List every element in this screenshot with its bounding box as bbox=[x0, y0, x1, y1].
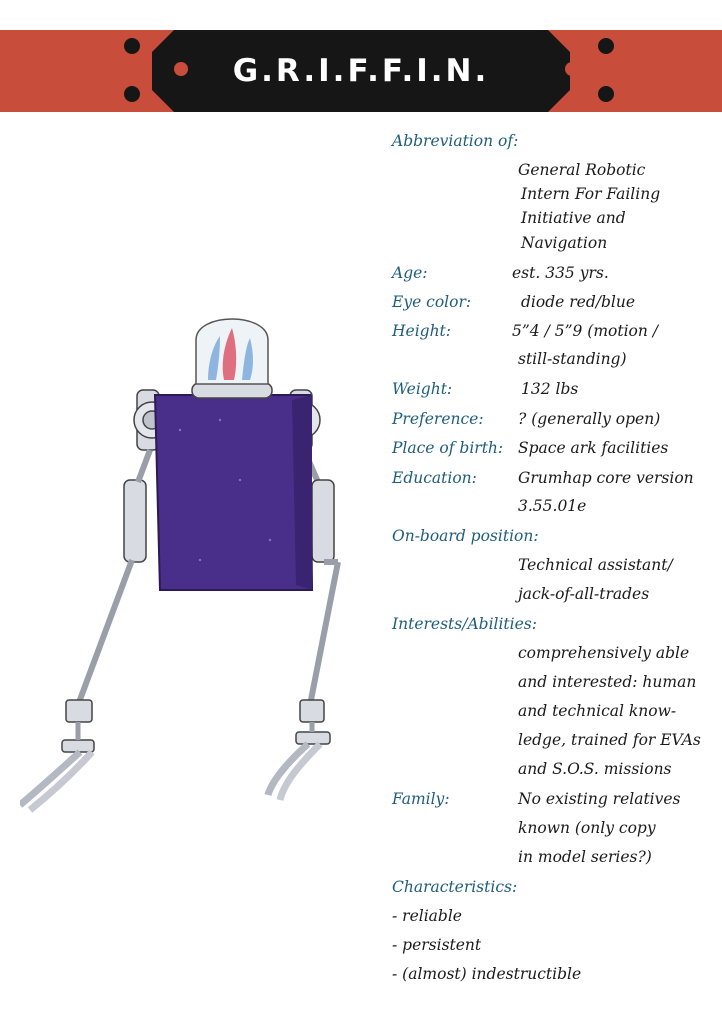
place-of-birth-value: Space ark facilities bbox=[518, 439, 669, 457]
position-value: Technical assistant/ bbox=[518, 556, 673, 574]
abbreviation-line: Initiative and bbox=[521, 209, 626, 227]
education-label: Education: bbox=[392, 469, 477, 487]
profile-panel bbox=[392, 128, 717, 1008]
interests-label: Interests/Abilities: bbox=[392, 615, 537, 633]
preference-label: Preference: bbox=[392, 410, 484, 428]
abbreviation-line: Navigation bbox=[521, 234, 608, 252]
characteristics-label: Characteristics: bbox=[392, 878, 518, 896]
eye-color-value: diode red/blue bbox=[521, 293, 635, 311]
robot-body bbox=[155, 395, 312, 590]
interests-value: and technical know- bbox=[518, 702, 677, 720]
age-value: est. 335 yrs. bbox=[512, 264, 609, 282]
eye-color-label: Eye color: bbox=[392, 293, 472, 311]
preference-value: ? (generally open) bbox=[518, 410, 661, 428]
education-value: 3.55.01e bbox=[518, 497, 587, 515]
family-value: known (only copy bbox=[518, 819, 656, 837]
rivet-icon bbox=[174, 62, 188, 76]
abbreviation-line: General Robotic bbox=[518, 161, 646, 179]
characteristics-item: - persistent bbox=[392, 936, 482, 954]
height-value: still-standing) bbox=[518, 350, 627, 368]
height-value: 5”4 / 5”9 (motion / bbox=[512, 322, 659, 340]
abbreviation-line: Intern For Failing bbox=[521, 185, 661, 203]
rivet-icon bbox=[124, 86, 140, 102]
rivet-icon bbox=[124, 38, 140, 54]
education-value: Grumhap core version bbox=[518, 469, 694, 487]
characteristics-item: - (almost) indestructible bbox=[392, 965, 582, 983]
place-of-birth-label: Place of birth: bbox=[392, 439, 504, 457]
weight-label: Weight: bbox=[392, 380, 453, 398]
height-label: Height: bbox=[392, 322, 452, 340]
robot-head bbox=[192, 319, 272, 398]
rivet-icon bbox=[565, 62, 579, 76]
family-label: Family: bbox=[392, 790, 450, 808]
rivet-icon bbox=[598, 86, 614, 102]
age-label: Age: bbox=[392, 264, 428, 282]
characteristics-item: - reliable bbox=[392, 907, 462, 925]
family-value: No existing relatives bbox=[518, 790, 681, 808]
left-arm bbox=[20, 390, 170, 810]
family-value: in model series?) bbox=[518, 848, 652, 866]
position-value: jack-of-all-trades bbox=[518, 585, 650, 603]
interests-value: and S.O.S. missions bbox=[518, 760, 672, 778]
page-title: G.R.I.F.F.I.N. bbox=[232, 53, 490, 89]
robot-illustration bbox=[20, 300, 360, 820]
rivet-icon bbox=[598, 38, 614, 54]
interests-value: and interested: human bbox=[518, 673, 697, 691]
interests-value: comprehensively able bbox=[518, 644, 690, 662]
abbreviation-label: Abbreviation of: bbox=[392, 132, 519, 150]
weight-value: 132 lbs bbox=[521, 380, 579, 398]
interests-value: ledge, trained for EVAs bbox=[518, 731, 701, 749]
position-label: On-board position: bbox=[392, 527, 539, 545]
